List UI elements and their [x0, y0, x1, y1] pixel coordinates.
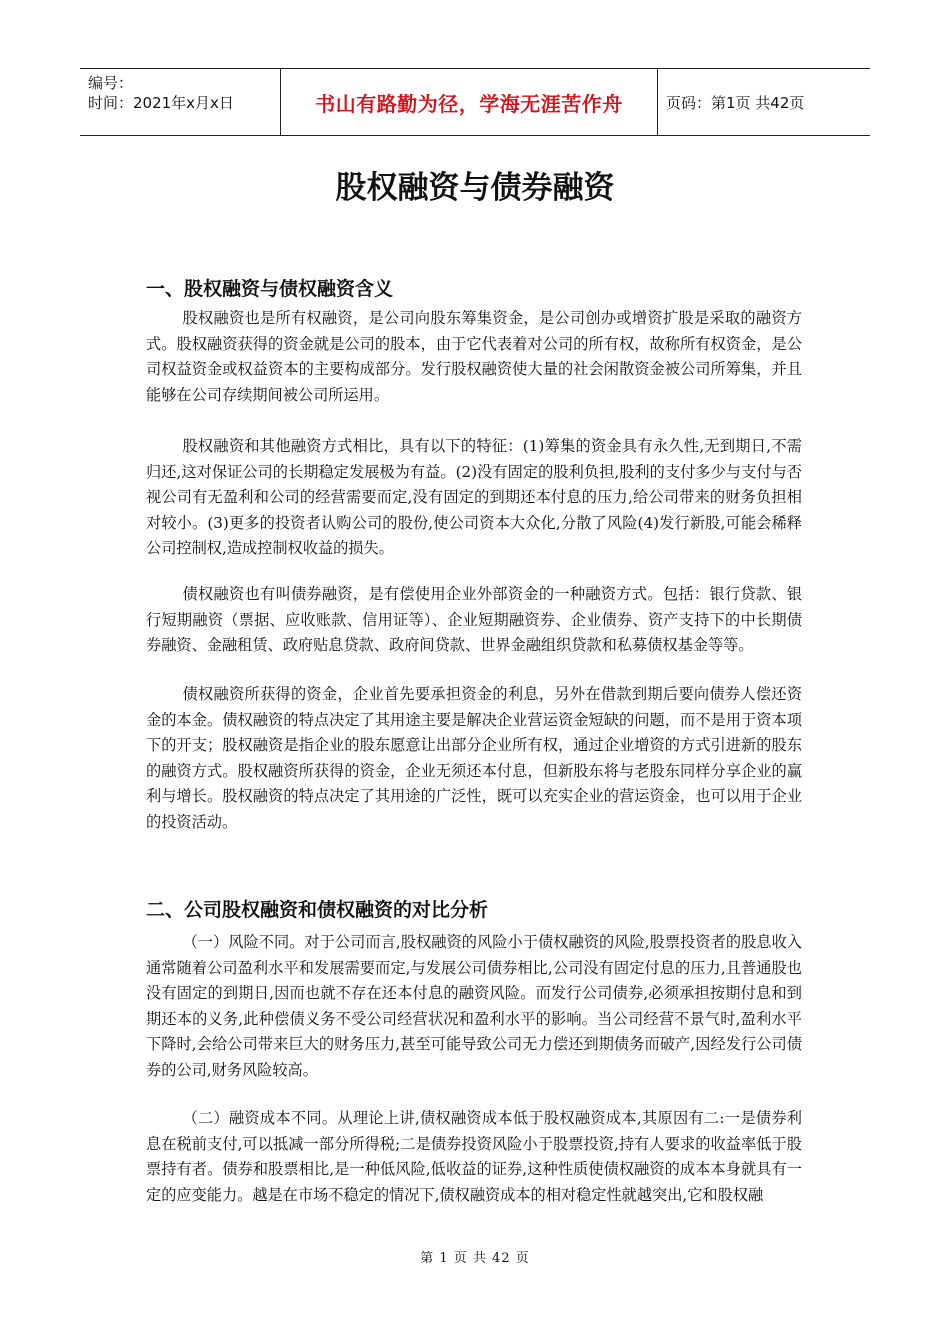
- paragraph: 股权融资和其他融资方式相比，具有以下的特征：(1)筹集的资金具有永久性,无到期日,不需归还,这对保证公司的长期稳定发展极为有益。(2)没有固定的股利负担,股利的支付多少与支付与否视公司有无盈利和公司的经营需要而定,没有固定的到期还本付息的压力,给公司带来的财务负担相对较小。(3)更多的投资者认购公司的股份,使公司资本大众化,分散了风险(4)发行新股,可能会稀释公司控制权,造成控制权收益的损失。: [146, 437, 802, 558]
- header-motto: 书山有路勤为径，学海无涯苦作舟: [280, 69, 658, 135]
- time-label: 时间：2021年x月x日: [88, 94, 234, 112]
- section-heading-1: 一、股权融资与债权融资含义: [146, 278, 394, 300]
- paragraph: （二）融资成本不同。从理论上讲,债权融资成本低于股权融资成本,其原因有二:一是债券利息在税前支付,可以抵减一部分所得税;二是债券投资风险小于股票投资,持有人要求的收益率低于股票持有者。债券和股票相比,是一种低风险,低收益的证券,这种性质使债权融资的成本本身就具有一定的应变能力。越是在市场不稳定的情况下,债权融资成本的相对稳定性就越突出,它和股权融: [146, 1109, 802, 1204]
- header-page-info: 页码：第1页 共42页: [666, 93, 805, 112]
- header-meta: [80, 69, 280, 135]
- paragraph: 债权融资所获得的资金，企业首先要承担资金的利息，另外在借款到期后要向债券人偿还资金的本金。债权融资的特点决定了其用途主要是解决企业营运资金短缺的问题，而不是用于资本项下的开支；股权融资是指企业的股东愿意让出部分企业所有权，通过企业增资的方式引进新的股东的融资方式。股权融资所获得的资金，企业无须还本付息，但新股东将与老股东同样分享企业的赢利与增长。股权融资的特点决定了其用途的广泛性，既可以充实企业的营运资金，也可以用于企业的投资活动。: [146, 685, 802, 831]
- page-footer: 第 1 页 共 42 页: [420, 1251, 530, 1266]
- paragraph: （一）风险不同。对于公司而言,股权融资的风险小于债权融资的风险,股票投资者的股息收入通常随着公司盈利水平和发展需要而定,与发展公司债券相比,公司没有固定付息的压力,且普通股也没有固定的到期日,因而也就不存在还本付息的融资风险。而发行公司债券,必须承担按期付息和到期还本的义务,此种偿债义务不受公司经营状况和盈利水平的影响。当公司经营不景气时,盈利水平下降时,会给公司带来巨大的财务压力,甚至可能导致公司无力偿还到期债务而破产,因经发行公司债券的公司,财务风险较高。: [146, 933, 802, 1079]
- paragraph: 债权融资也有叫债券融资，是有偿使用企业外部资金的一种融资方式。包括：银行贷款、银行短期融资（票据、应收账款、信用证等）、企业短期融资券、企业债券、资产支持下的中长期债券融资、金融租赁、政府贴息贷款、政府间贷款、世界金融组织贷款和私募债权基金等等。: [146, 585, 802, 655]
- page-header: [80, 68, 870, 136]
- paragraph: 股权融资也是所有权融资，是公司向股东筹集资金，是公司创办或增资扩股是采取的融资方式。股权融资获得的资金就是公司的股本，由于它代表着对公司的所有权，故称所有权资金，是公司权益资金或权益资本的主要构成部分。发行股权融资使大量的社会闲散资金被公司所筹集，并且能够在公司存续期间被公司所运用。: [146, 309, 802, 404]
- section-heading-2: 二、公司股权融资和债权融资的对比分析: [146, 899, 489, 921]
- serial-label: 编号：: [88, 74, 134, 92]
- document-title: 股权融资与债券融资: [335, 170, 615, 206]
